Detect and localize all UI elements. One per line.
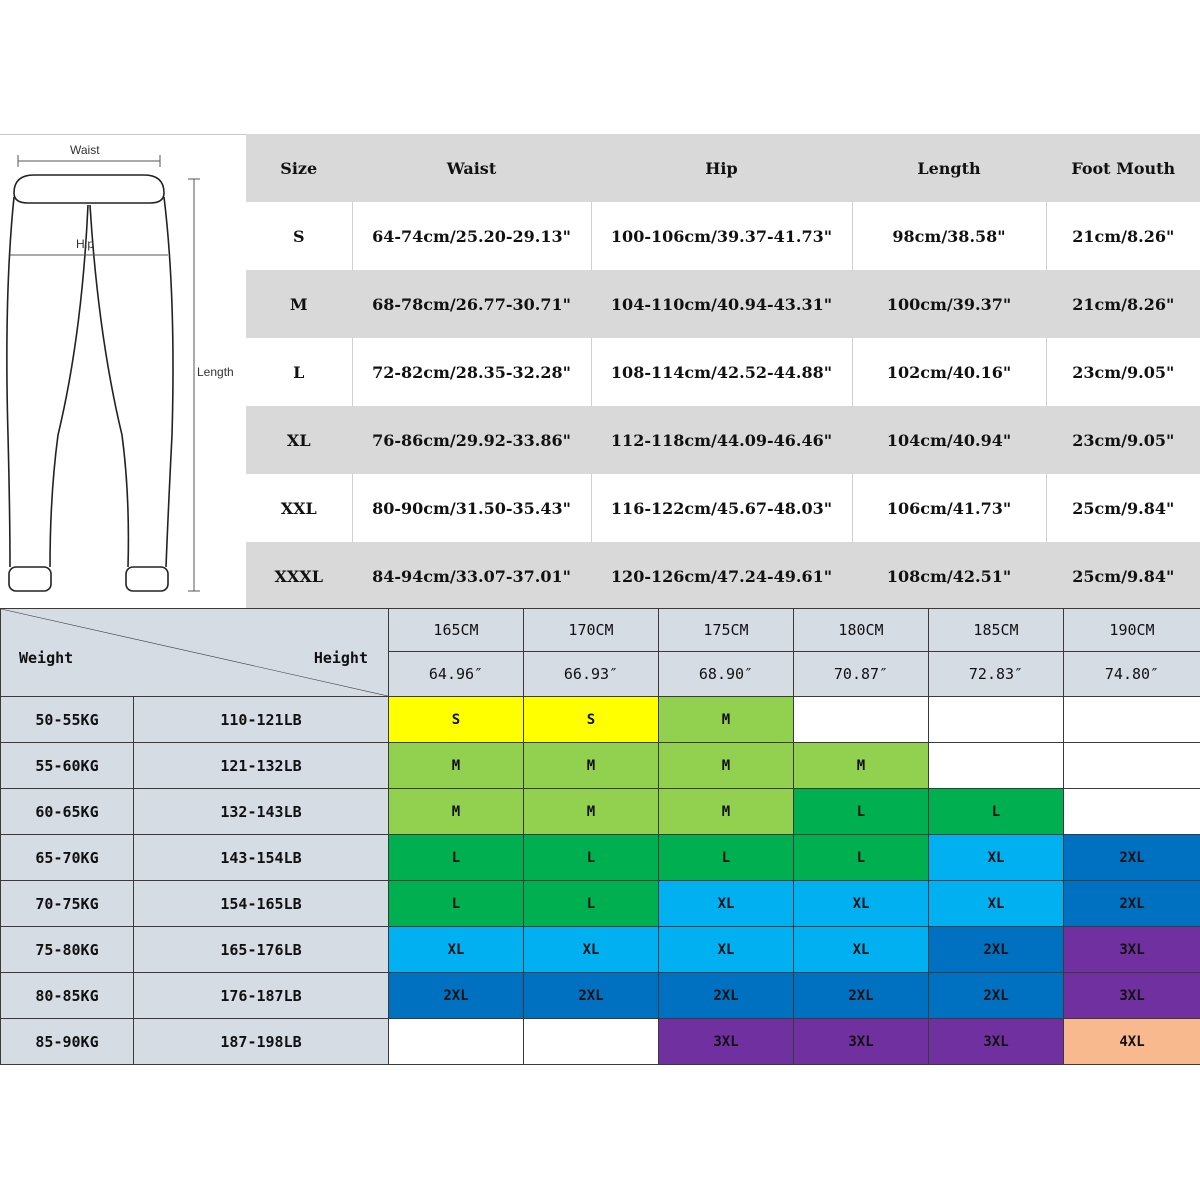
height-cm-row	[1, 609, 1200, 652]
height-label: Height	[313, 649, 368, 667]
header-foot-mouth: Foot Mouth	[1046, 134, 1200, 202]
size-fit-cell: M	[524, 743, 659, 789]
weight-kg-cell: 60-65KG	[1, 789, 134, 835]
size-fit-cell: M	[389, 743, 524, 789]
weight-height-corner	[1, 609, 389, 697]
waist-cell: 68-78cm/26.77-30.71"	[352, 270, 591, 338]
height-cm-cell: 170CM	[524, 609, 659, 652]
weight-row	[1, 835, 1200, 881]
hip-cell: 104-110cm/40.94-43.31"	[591, 270, 852, 338]
length-cell: 106cm/41.73"	[852, 474, 1046, 542]
length-label: Length	[197, 365, 234, 379]
size-fit-cell	[1064, 743, 1200, 789]
table-row	[246, 406, 1200, 474]
size-fit-cell	[929, 743, 1064, 789]
size-fit-cell: XL	[929, 881, 1064, 927]
foot-mouth-cell: 21cm/8.26"	[1046, 270, 1200, 338]
size-fit-cell	[524, 1019, 659, 1065]
size-fit-cell: 3XL	[1064, 927, 1200, 973]
waist-cell: 80-90cm/31.50-35.43"	[352, 474, 591, 542]
length-cell: 108cm/42.51"	[852, 542, 1046, 610]
hip-cell: 116-122cm/45.67-48.03"	[591, 474, 852, 542]
hip-cell: 100-106cm/39.37-41.73"	[591, 202, 852, 270]
weight-kg-cell: 80-85KG	[1, 973, 134, 1019]
length-cell: 102cm/40.16"	[852, 338, 1046, 406]
header-size: Size	[246, 134, 352, 202]
foot-mouth-cell: 21cm/8.26"	[1046, 202, 1200, 270]
weight-row	[1, 1019, 1200, 1065]
size-fit-cell: S	[524, 697, 659, 743]
table-row	[246, 542, 1200, 610]
size-fit-cell: M	[524, 789, 659, 835]
size-fit-cell: M	[794, 743, 929, 789]
weight-row	[1, 881, 1200, 927]
size-fit-cell: 2XL	[1064, 881, 1200, 927]
height-cm-cell: 185CM	[929, 609, 1064, 652]
size-fit-cell: XL	[794, 881, 929, 927]
size-fit-cell: L	[929, 789, 1064, 835]
weight-row	[1, 743, 1200, 789]
size-cell: S	[246, 202, 352, 270]
weight-kg-cell: 70-75KG	[1, 881, 134, 927]
weight-kg-cell: 65-70KG	[1, 835, 134, 881]
size-fit-cell: 3XL	[794, 1019, 929, 1065]
height-in-cell: 66.93″	[524, 652, 659, 697]
size-fit-cell: XL	[659, 881, 794, 927]
waist-label: Waist	[70, 143, 100, 157]
size-fit-cell: 3XL	[659, 1019, 794, 1065]
weight-lb-cell: 165-176LB	[134, 927, 389, 973]
size-fit-cell: XL	[389, 927, 524, 973]
pants-diagram	[0, 134, 246, 608]
waist-cell: 64-74cm/25.20-29.13"	[352, 202, 591, 270]
size-fit-cell	[389, 1019, 524, 1065]
table-row	[246, 474, 1200, 542]
hip-cell: 108-114cm/42.52-44.88"	[591, 338, 852, 406]
size-fit-cell: XL	[929, 835, 1064, 881]
weight-lb-cell: 110-121LB	[134, 697, 389, 743]
height-cm-cell: 180CM	[794, 609, 929, 652]
height-cm-cell: 165CM	[389, 609, 524, 652]
table-row	[246, 270, 1200, 338]
height-in-cell: 68.90″	[659, 652, 794, 697]
height-cm-cell: 190CM	[1064, 609, 1200, 652]
weight-lb-cell: 154-165LB	[134, 881, 389, 927]
size-cell: L	[246, 338, 352, 406]
size-fit-cell: S	[389, 697, 524, 743]
weight-lb-cell: 187-198LB	[134, 1019, 389, 1065]
size-fit-cell: XL	[794, 927, 929, 973]
size-fit-cell: L	[794, 789, 929, 835]
height-in-cell: 72.83″	[929, 652, 1064, 697]
hip-cell: 120-126cm/47.24-49.61"	[591, 542, 852, 610]
weight-lb-cell: 132-143LB	[134, 789, 389, 835]
size-fit-cell: 2XL	[659, 973, 794, 1019]
size-fit-cell	[1064, 789, 1200, 835]
size-fit-cell: L	[659, 835, 794, 881]
height-in-cell: 70.87″	[794, 652, 929, 697]
header-length: Length	[852, 134, 1046, 202]
weight-kg-cell: 55-60KG	[1, 743, 134, 789]
size-fit-cell	[929, 697, 1064, 743]
size-fit-cell: L	[794, 835, 929, 881]
weight-lb-cell: 176-187LB	[134, 973, 389, 1019]
size-fit-cell: L	[524, 835, 659, 881]
size-fit-cell: 2XL	[794, 973, 929, 1019]
size-fit-cell: 2XL	[1064, 835, 1200, 881]
table-row	[246, 202, 1200, 270]
weight-lb-cell: 121-132LB	[134, 743, 389, 789]
length-cell: 104cm/40.94"	[852, 406, 1046, 474]
size-fit-cell: 2XL	[389, 973, 524, 1019]
foot-mouth-cell: 23cm/9.05"	[1046, 338, 1200, 406]
length-cell: 98cm/38.58"	[852, 202, 1046, 270]
hip-cell: 112-118cm/44.09-46.46"	[591, 406, 852, 474]
header-waist: Waist	[352, 134, 591, 202]
weight-row	[1, 697, 1200, 743]
foot-mouth-cell: 23cm/9.05"	[1046, 406, 1200, 474]
hip-label: Hip	[76, 237, 95, 251]
size-table-header-row	[246, 134, 1200, 202]
waist-cell: 84-94cm/33.07-37.01"	[352, 542, 591, 610]
foot-mouth-cell: 25cm/9.84"	[1046, 542, 1200, 610]
size-fit-cell: 3XL	[929, 1019, 1064, 1065]
size-fit-cell: M	[659, 789, 794, 835]
size-fit-cell: L	[389, 835, 524, 881]
size-fit-cell: 2XL	[524, 973, 659, 1019]
size-fit-cell	[794, 697, 929, 743]
size-fit-cell: L	[389, 881, 524, 927]
weight-kg-cell: 85-90KG	[1, 1019, 134, 1065]
size-fit-cell	[1064, 697, 1200, 743]
header-hip: Hip	[591, 134, 852, 202]
waist-cell: 76-86cm/29.92-33.86"	[352, 406, 591, 474]
size-fit-cell: 4XL	[1064, 1019, 1200, 1065]
length-cell: 100cm/39.37"	[852, 270, 1046, 338]
weight-lb-cell: 143-154LB	[134, 835, 389, 881]
size-fit-cell: L	[524, 881, 659, 927]
size-fit-cell: 3XL	[1064, 973, 1200, 1019]
table-row	[246, 338, 1200, 406]
size-fit-cell: 2XL	[929, 927, 1064, 973]
size-fit-cell: M	[659, 697, 794, 743]
size-measurement-table	[246, 134, 1200, 610]
weight-row	[1, 789, 1200, 835]
size-cell: XXL	[246, 474, 352, 542]
weight-row	[1, 973, 1200, 1019]
weight-kg-cell: 75-80KG	[1, 927, 134, 973]
size-cell: M	[246, 270, 352, 338]
height-in-cell: 64.96″	[389, 652, 524, 697]
size-fit-cell: 2XL	[929, 973, 1064, 1019]
waist-cell: 72-82cm/28.35-32.28"	[352, 338, 591, 406]
size-fit-cell: M	[389, 789, 524, 835]
size-chart-sheet	[0, 134, 1200, 1066]
height-cm-cell: 175CM	[659, 609, 794, 652]
weight-label: Weight	[19, 649, 74, 667]
height-in-cell: 74.80″	[1064, 652, 1200, 697]
size-cell: XL	[246, 406, 352, 474]
size-fit-cell: M	[659, 743, 794, 789]
size-fit-cell: XL	[659, 927, 794, 973]
size-cell: XXXL	[246, 542, 352, 610]
foot-mouth-cell: 25cm/9.84"	[1046, 474, 1200, 542]
weight-height-size-chart	[0, 608, 1200, 1065]
weight-row	[1, 927, 1200, 973]
weight-kg-cell: 50-55KG	[1, 697, 134, 743]
size-fit-cell: XL	[524, 927, 659, 973]
